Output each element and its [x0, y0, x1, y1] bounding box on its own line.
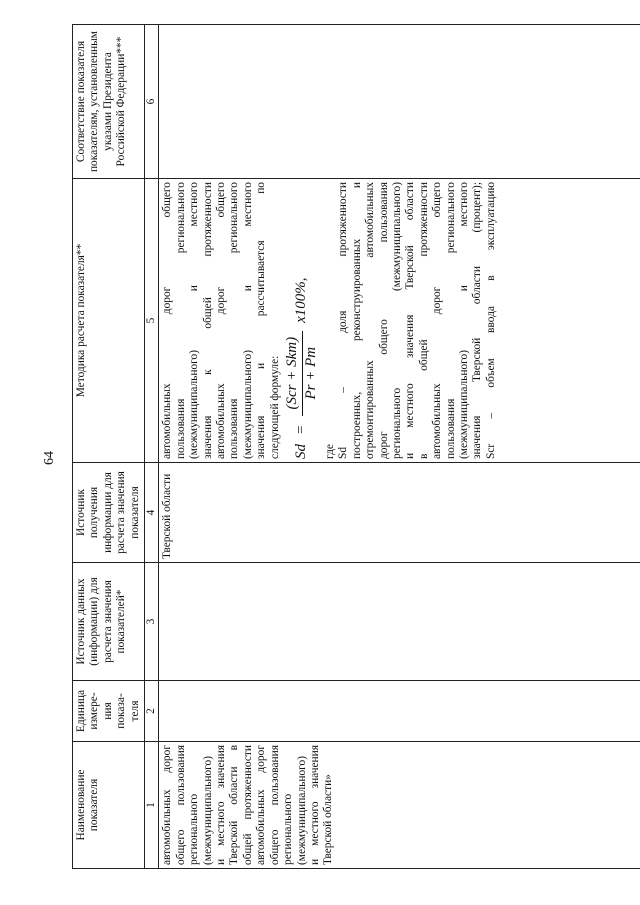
- indicator-name-line: и местного значения: [308, 745, 321, 865]
- method-line: пользования регионального: [228, 182, 241, 459]
- formula-fraction: [286, 331, 318, 416]
- header-row: [73, 25, 145, 869]
- method-line: автомобильных дорог общего: [161, 182, 174, 459]
- header-compliance: Соответствие показателя показателям, установленным указами Президента Российской Федерации***: [73, 25, 145, 179]
- indicator-name-line: Тверской области в: [228, 745, 241, 865]
- method-line: автомобильных дорог общего: [431, 182, 444, 459]
- formula-numerator: (Scr + Skm): [286, 331, 302, 416]
- formula: [286, 182, 318, 459]
- data-source-cell: [159, 563, 640, 681]
- col-number-5: 5: [145, 179, 159, 463]
- indicator-name-line: общей протяженности: [241, 745, 254, 865]
- indicator-name-line: автомобильных дорог: [255, 745, 268, 865]
- method-line: пользования регионального: [174, 182, 187, 459]
- table-row: [159, 25, 640, 869]
- method-line: где: [323, 444, 336, 459]
- method-line: (межмуниципального) и местного: [241, 182, 254, 459]
- formula-multiplier: x100%,: [293, 277, 310, 323]
- header-method: Методика расчета показателя**: [73, 179, 145, 463]
- indicator-table: [72, 24, 640, 869]
- col-number-1: 1: [145, 742, 159, 869]
- method-line: регионального (межмуниципального): [390, 182, 403, 459]
- method-line: значения к общей протяженности: [201, 182, 214, 459]
- header-unit: Единица измере-ния показа-теля: [73, 681, 145, 742]
- method-line: (межмуниципального) и местного: [188, 182, 201, 459]
- method-line: и местного значения Тверской области: [404, 182, 417, 459]
- method-line: Scr – объем ввода в эксплуатацию: [484, 182, 497, 459]
- header-indicator-name: Наименование показателя: [73, 742, 145, 869]
- header-data-source: Источник данных (информации) для расчета значения показателей*: [73, 563, 145, 681]
- col-number-6: 6: [145, 25, 159, 179]
- method-line: значения и рассчитывается по: [255, 182, 268, 459]
- formula-lhs: Sd: [293, 444, 310, 459]
- method-line: следующей формуле:: [268, 355, 281, 459]
- indicator-name-line: Тверской области»: [322, 774, 335, 865]
- indicator-name-line: общего пользования: [174, 745, 187, 865]
- compliance-cell: [159, 25, 640, 179]
- method-line: Sd – доля протяженности: [337, 182, 350, 459]
- indicator-name-line: и местного значения: [215, 745, 228, 865]
- header-info-source: Источник получения информации для расчета значения показателя: [73, 463, 145, 563]
- col-number-3: 3: [145, 563, 159, 681]
- unit-cell: [159, 681, 640, 742]
- method-cell: [159, 179, 640, 463]
- method-line: автомобильных дорог общего: [215, 182, 228, 459]
- method-line: построенных, реконструированных и: [350, 182, 363, 459]
- method-line: пользования регионального: [444, 182, 457, 459]
- indicator-name-line: общего пользования: [268, 745, 281, 865]
- method-line: в общей протяженности: [417, 182, 430, 459]
- formula-equals: =: [293, 425, 310, 434]
- info-source-cell: Тверской области: [159, 463, 640, 563]
- indicator-name-line: (межмуниципального): [295, 755, 308, 865]
- page-number: 64: [42, 451, 57, 465]
- column-number-row: [145, 25, 159, 869]
- col-number-4: 4: [145, 463, 159, 563]
- indicator-name-line: регионального: [282, 793, 295, 865]
- method-line: отремонтированных автомобильных: [364, 182, 377, 459]
- indicator-name-line: регионального: [188, 793, 201, 865]
- method-line: (межмуниципального) и местного: [457, 182, 470, 459]
- indicator-name-cell: [159, 742, 640, 869]
- col-number-2: 2: [145, 681, 159, 742]
- indicator-name-line: (межмуниципального): [201, 755, 214, 865]
- method-line: дорог общего пользования: [377, 182, 390, 459]
- formula-denominator: Pr + Pm: [302, 346, 319, 400]
- indicator-name-line: автомобильных дорог: [161, 745, 174, 865]
- method-line: значения Тверской области (процент);: [471, 182, 484, 459]
